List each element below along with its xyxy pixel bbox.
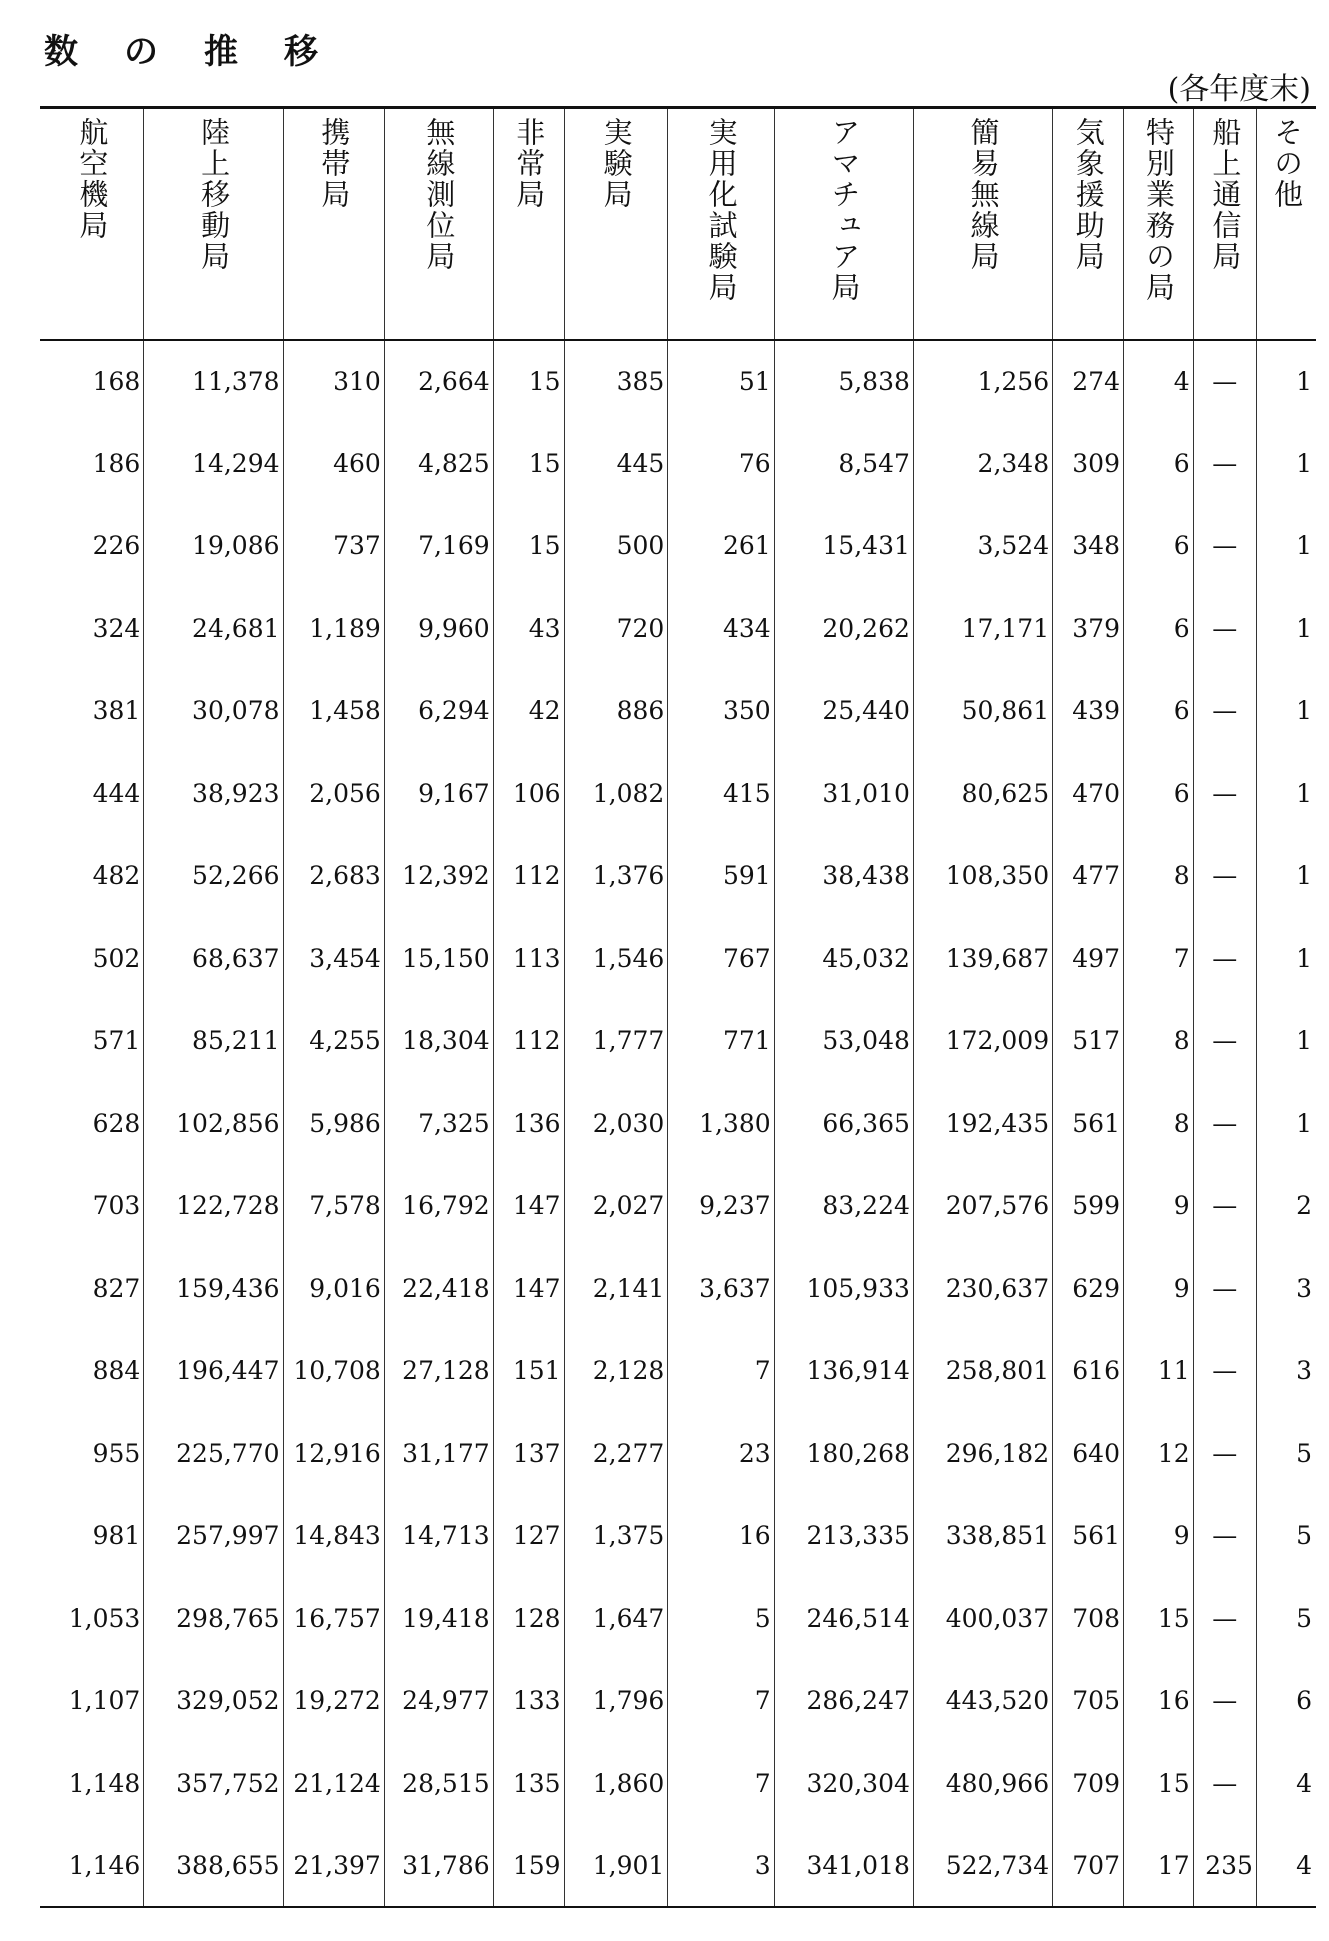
table-cell: 2,128: [564, 1330, 668, 1413]
table-cell: 1: [1296, 1026, 1312, 1056]
table-cell: 3: [1296, 1356, 1312, 1386]
table-cell: 122,728: [144, 1165, 283, 1248]
table-cell: 1: [1296, 943, 1312, 973]
table-row: [40, 917, 1316, 1000]
table-cell: 18,304: [384, 1000, 493, 1083]
table-cell: 7: [668, 1330, 774, 1413]
table-cell: —: [1193, 587, 1256, 670]
table-cell: 24,977: [384, 1660, 493, 1743]
table-cell: 2: [1296, 1191, 1312, 1221]
table-cell: 6: [1124, 587, 1194, 670]
table-row: [40, 1247, 1316, 1330]
table-cell: 45,032: [774, 917, 913, 1000]
table-cell: 31,010: [774, 752, 913, 835]
table-cell: 113: [493, 917, 564, 1000]
table-cell: 14,294: [144, 422, 283, 505]
table-cell: 1,146: [40, 1825, 144, 1908]
table-cell: 5,986: [283, 1082, 384, 1165]
column-header-6: [564, 108, 668, 340]
table-cell: 53,048: [774, 1000, 913, 1083]
table-row: [40, 505, 1316, 588]
table-cell: 703: [40, 1165, 144, 1248]
table-cell: 31,786: [384, 1825, 493, 1908]
table-cell: 19,086: [144, 505, 283, 588]
table-cell: —: [1193, 1742, 1256, 1825]
table-cell: 6: [1296, 1686, 1312, 1716]
table-cell: 1: [1296, 613, 1312, 643]
table-cell: 112: [493, 1000, 564, 1083]
table-cell: 324: [40, 587, 144, 670]
column-header-label: 実験局: [599, 117, 634, 210]
table-cell: 4,255: [283, 1000, 384, 1083]
table-cell: 12,392: [384, 835, 493, 918]
table-row: [40, 1165, 1316, 1248]
table-cell: 981: [40, 1495, 144, 1578]
table-cell: 15: [1124, 1742, 1194, 1825]
table-row: [40, 1082, 1316, 1165]
table-cell: 1,082: [564, 752, 668, 835]
column-header-13: [1256, 108, 1316, 340]
table-cell: 192,435: [913, 1082, 1052, 1165]
table-cell: 16,757: [283, 1577, 384, 1660]
column-header-12: [1193, 108, 1256, 340]
column-header-label: 船上通信局: [1208, 117, 1243, 272]
table-cell: 6: [1124, 422, 1194, 505]
table-cell: 616: [1053, 1330, 1124, 1413]
table-cell: 9,960: [384, 587, 493, 670]
table-cell: 106: [493, 752, 564, 835]
table-cell: 139,687: [913, 917, 1052, 1000]
table-row: [40, 1825, 1316, 1908]
table-cell: 9: [1124, 1495, 1194, 1578]
table-cell: 9,237: [668, 1165, 774, 1248]
table-cell: 137: [493, 1412, 564, 1495]
table-cell: 6: [1124, 752, 1194, 835]
table-cell: 15: [493, 340, 564, 423]
table-cell: —: [1193, 1165, 1256, 1248]
stations-table: [40, 106, 1316, 1908]
table-row: [40, 1000, 1316, 1083]
table-cell: 708: [1053, 1577, 1124, 1660]
table-cell: 470: [1053, 752, 1124, 835]
table-cell: 1,053: [40, 1577, 144, 1660]
table-cell: 151: [493, 1330, 564, 1413]
table-cell: 3: [1296, 1273, 1312, 1303]
table-cell: 379: [1053, 587, 1124, 670]
table-cell: 128: [493, 1577, 564, 1660]
table-row: [40, 422, 1316, 505]
table-cell: 52,266: [144, 835, 283, 918]
table-cell: 2,664: [384, 340, 493, 423]
table-cell: 80,625: [913, 752, 1052, 835]
table-cell: 12: [1124, 1412, 1194, 1495]
table-cell: 1,458: [283, 670, 384, 753]
table-cell: 76: [668, 422, 774, 505]
table-cell: 298,765: [144, 1577, 283, 1660]
table-cell: 22,418: [384, 1247, 493, 1330]
table-cell: 1,256: [913, 340, 1052, 423]
table-cell: 147: [493, 1247, 564, 1330]
table-cell: 19,418: [384, 1577, 493, 1660]
column-header-8: [774, 108, 913, 340]
table-cell: 261: [668, 505, 774, 588]
table-cell: 24,681: [144, 587, 283, 670]
table-cell: 561: [1053, 1495, 1124, 1578]
table-row: [40, 1660, 1316, 1743]
table-cell: 400,037: [913, 1577, 1052, 1660]
table-cell: 21,397: [283, 1825, 384, 1908]
table-cell: 213,335: [774, 1495, 913, 1578]
table-cell: 1,376: [564, 835, 668, 918]
table-cell: 16: [668, 1495, 774, 1578]
table-cell: 320,304: [774, 1742, 913, 1825]
table-cell: 886: [564, 670, 668, 753]
table-cell: 1: [1296, 448, 1312, 478]
table-cell: 434: [668, 587, 774, 670]
table-cell: 385: [564, 340, 668, 423]
table-cell: 439: [1053, 670, 1124, 753]
table-cell: 4,825: [384, 422, 493, 505]
table-cell: 707: [1053, 1825, 1124, 1908]
table-cell: 640: [1053, 1412, 1124, 1495]
table-cell: —: [1193, 670, 1256, 753]
table-cell: 1,860: [564, 1742, 668, 1825]
table-cell: 15: [493, 505, 564, 588]
table-cell: 133: [493, 1660, 564, 1743]
table-cell: 108,350: [913, 835, 1052, 918]
table-cell: —: [1193, 1000, 1256, 1083]
table-cell: 480,966: [913, 1742, 1052, 1825]
table-cell: 6: [1124, 505, 1194, 588]
table-cell: 7: [1124, 917, 1194, 1000]
table-body: [40, 340, 1316, 1908]
header-row: [40, 108, 1316, 340]
table-cell: 629: [1053, 1247, 1124, 1330]
table-note: (各年度末): [1167, 72, 1311, 107]
table-cell: 257,997: [144, 1495, 283, 1578]
table-cell: 1,148: [40, 1742, 144, 1825]
column-header-label: 気象援助局: [1071, 117, 1106, 272]
table-cell: 9: [1124, 1247, 1194, 1330]
table-cell: —: [1193, 340, 1256, 423]
table-cell: 767: [668, 917, 774, 1000]
table-cell: 42: [493, 670, 564, 753]
table-cell: 1: [1296, 861, 1312, 891]
table-cell: 3,637: [668, 1247, 774, 1330]
table-cell: 11: [1124, 1330, 1194, 1413]
table-cell: 225,770: [144, 1412, 283, 1495]
table-cell: 5,838: [774, 340, 913, 423]
table-cell: 16: [1124, 1660, 1194, 1743]
table-cell: 1,107: [40, 1660, 144, 1743]
table-cell: 9,016: [283, 1247, 384, 1330]
table-cell: 415: [668, 752, 774, 835]
table-cell: 6,294: [384, 670, 493, 753]
table-cell: —: [1193, 1412, 1256, 1495]
column-header-label: その他: [1270, 117, 1305, 210]
table-cell: 12,916: [283, 1412, 384, 1495]
table-row: [40, 587, 1316, 670]
table-cell: 20,262: [774, 587, 913, 670]
table-cell: 15: [1124, 1577, 1194, 1660]
table-cell: 159,436: [144, 1247, 283, 1330]
table-cell: 159: [493, 1825, 564, 1908]
column-header-4: [384, 108, 493, 340]
column-header-label: 簡易無線局: [966, 117, 1001, 272]
column-header-9: [913, 108, 1052, 340]
column-header-1: [40, 108, 144, 340]
table-cell: 296,182: [913, 1412, 1052, 1495]
table-cell: 7,578: [283, 1165, 384, 1248]
table-cell: 1: [1296, 778, 1312, 808]
table-cell: 357,752: [144, 1742, 283, 1825]
table-cell: 168: [40, 340, 144, 423]
table-row: [40, 340, 1316, 423]
table-row: [40, 1742, 1316, 1825]
table-cell: 226: [40, 505, 144, 588]
table-cell: —: [1193, 1577, 1256, 1660]
table-cell: 25,440: [774, 670, 913, 753]
table-cell: 1,901: [564, 1825, 668, 1908]
table-cell: 246,514: [774, 1577, 913, 1660]
table-cell: 105,933: [774, 1247, 913, 1330]
table-cell: 6: [1124, 670, 1194, 753]
table-cell: —: [1193, 752, 1256, 835]
table-cell: 2,027: [564, 1165, 668, 1248]
table-cell: 1,777: [564, 1000, 668, 1083]
column-header-label: 特別業務の局: [1141, 117, 1176, 303]
table-cell: 348: [1053, 505, 1124, 588]
table-cell: 207,576: [913, 1165, 1052, 1248]
table-cell: 51: [668, 340, 774, 423]
column-header-label: 実用化試験局: [704, 117, 739, 303]
table-cell: 21,124: [283, 1742, 384, 1825]
table-cell: 5: [1296, 1603, 1312, 1633]
table-cell: —: [1193, 505, 1256, 588]
table-cell: 8: [1124, 1082, 1194, 1165]
table-cell: 28,515: [384, 1742, 493, 1825]
table-cell: 2,277: [564, 1412, 668, 1495]
table-cell: 381: [40, 670, 144, 753]
table-cell: 16,792: [384, 1165, 493, 1248]
table-cell: 571: [40, 1000, 144, 1083]
table-cell: 136: [493, 1082, 564, 1165]
table-row: [40, 1495, 1316, 1578]
table-cell: —: [1193, 1082, 1256, 1165]
table-cell: 350: [668, 670, 774, 753]
table-cell: 83,224: [774, 1165, 913, 1248]
table-cell: 7,325: [384, 1082, 493, 1165]
table-cell: —: [1193, 1495, 1256, 1578]
table-cell: 1,375: [564, 1495, 668, 1578]
column-header-label: 陸上移動局: [197, 117, 232, 272]
table-cell: —: [1193, 1247, 1256, 1330]
table-cell: —: [1193, 835, 1256, 918]
table-cell: 15: [493, 422, 564, 505]
table-cell: 443,520: [913, 1660, 1052, 1743]
table-cell: 502: [40, 917, 144, 1000]
table-cell: 19,272: [283, 1660, 384, 1743]
table-cell: 591: [668, 835, 774, 918]
table-cell: 4: [1124, 340, 1194, 423]
table-cell: 628: [40, 1082, 144, 1165]
table-cell: 561: [1053, 1082, 1124, 1165]
table-row: [40, 1577, 1316, 1660]
table-cell: 720: [564, 587, 668, 670]
table-cell: 9: [1124, 1165, 1194, 1248]
table-cell: 7: [668, 1742, 774, 1825]
table-cell: —: [1193, 917, 1256, 1000]
table-cell: 3: [668, 1825, 774, 1908]
table-cell: 2,348: [913, 422, 1052, 505]
table-cell: —: [1193, 422, 1256, 505]
table-cell: 258,801: [913, 1330, 1052, 1413]
table-cell: 1,647: [564, 1577, 668, 1660]
table-cell: 7: [668, 1660, 774, 1743]
table-cell: 23: [668, 1412, 774, 1495]
table-cell: 85,211: [144, 1000, 283, 1083]
table-row: [40, 670, 1316, 753]
table-cell: 235: [1193, 1825, 1256, 1908]
table-cell: —: [1193, 1660, 1256, 1743]
table-cell: 147: [493, 1165, 564, 1248]
table-cell: 135: [493, 1742, 564, 1825]
table-cell: 14,843: [283, 1495, 384, 1578]
table-cell: 1,189: [283, 587, 384, 670]
column-header-label: 携帯局: [317, 117, 352, 210]
table-cell: 500: [564, 505, 668, 588]
table-cell: 31,177: [384, 1412, 493, 1495]
table-cell: 43: [493, 587, 564, 670]
table-cell: 827: [40, 1247, 144, 1330]
table-cell: 2,056: [283, 752, 384, 835]
table-cell: 5: [1296, 1438, 1312, 1468]
table-cell: 522,734: [913, 1825, 1052, 1908]
table-cell: 68,637: [144, 917, 283, 1000]
table-row: [40, 1330, 1316, 1413]
table-cell: 8: [1124, 1000, 1194, 1083]
table-cell: 338,851: [913, 1495, 1052, 1578]
table-cell: 1,546: [564, 917, 668, 1000]
table-cell: 310: [283, 340, 384, 423]
table-cell: 955: [40, 1412, 144, 1495]
column-header-label: 無線測位局: [422, 117, 457, 272]
table-row: [40, 1412, 1316, 1495]
table-cell: 27,128: [384, 1330, 493, 1413]
table-cell: 127: [493, 1495, 564, 1578]
table-cell: 444: [40, 752, 144, 835]
table-cell: 8,547: [774, 422, 913, 505]
table-cell: 497: [1053, 917, 1124, 1000]
table-cell: 329,052: [144, 1660, 283, 1743]
table-cell: 388,655: [144, 1825, 283, 1908]
table-cell: 1: [1296, 696, 1312, 726]
table-cell: 1: [1296, 366, 1312, 396]
table-cell: 599: [1053, 1165, 1124, 1248]
table-cell: 3,524: [913, 505, 1052, 588]
table-cell: 1,796: [564, 1660, 668, 1743]
table-cell: 50,861: [913, 670, 1052, 753]
table-cell: 884: [40, 1330, 144, 1413]
table-cell: 517: [1053, 1000, 1124, 1083]
table-cell: 15,150: [384, 917, 493, 1000]
table-cell: 17: [1124, 1825, 1194, 1908]
table-cell: 737: [283, 505, 384, 588]
table-cell: 186: [40, 422, 144, 505]
column-header-11: [1124, 108, 1194, 340]
table-cell: 10,708: [283, 1330, 384, 1413]
column-header-label: アマチュア局: [827, 117, 862, 303]
column-header-5: [493, 108, 564, 340]
table-cell: 286,247: [774, 1660, 913, 1743]
table-cell: 1: [1296, 1108, 1312, 1138]
column-header-10: [1053, 108, 1124, 340]
column-header-2: [144, 108, 283, 340]
table-cell: 4: [1256, 1825, 1316, 1908]
table-cell: 1,380: [668, 1082, 774, 1165]
table-cell: 172,009: [913, 1000, 1052, 1083]
table-cell: 274: [1053, 340, 1124, 423]
table-cell: 4: [1296, 1768, 1312, 1798]
table-cell: 7,169: [384, 505, 493, 588]
table-cell: 38,923: [144, 752, 283, 835]
table-cell: 5: [668, 1577, 774, 1660]
table-cell: 11,378: [144, 340, 283, 423]
table-cell: 66,365: [774, 1082, 913, 1165]
column-header-7: [668, 108, 774, 340]
table-cell: 38,438: [774, 835, 913, 918]
table-cell: 709: [1053, 1742, 1124, 1825]
table-cell: 341,018: [774, 1825, 913, 1908]
table-cell: 136,914: [774, 1330, 913, 1413]
table-cell: 771: [668, 1000, 774, 1083]
table-cell: 112: [493, 835, 564, 918]
table-cell: 30,078: [144, 670, 283, 753]
table-cell: 230,637: [913, 1247, 1052, 1330]
table-cell: 477: [1053, 835, 1124, 918]
table-cell: 2,683: [283, 835, 384, 918]
table-cell: 102,856: [144, 1082, 283, 1165]
table-cell: 8: [1124, 835, 1194, 918]
column-header-label: 航空機局: [75, 117, 110, 241]
table-cell: 482: [40, 835, 144, 918]
table-cell: 3,454: [283, 917, 384, 1000]
table-cell: 445: [564, 422, 668, 505]
column-header-3: [283, 108, 384, 340]
table-header: [40, 108, 1316, 340]
page-title: 数の推移: [44, 32, 364, 72]
table-cell: 1: [1296, 531, 1312, 561]
table-cell: 2,141: [564, 1247, 668, 1330]
table-cell: 5: [1296, 1521, 1312, 1551]
table-cell: 9,167: [384, 752, 493, 835]
table-cell: 460: [283, 422, 384, 505]
table-row: [40, 835, 1316, 918]
table-cell: 15,431: [774, 505, 913, 588]
table-cell: 17,171: [913, 587, 1052, 670]
table-cell: 180,268: [774, 1412, 913, 1495]
table-cell: 2,030: [564, 1082, 668, 1165]
table-cell: —: [1193, 1330, 1256, 1413]
table-cell: 309: [1053, 422, 1124, 505]
table-cell: 705: [1053, 1660, 1124, 1743]
table-row: [40, 752, 1316, 835]
table-cell: 196,447: [144, 1330, 283, 1413]
column-header-label: 非常局: [512, 117, 547, 210]
table-cell: 14,713: [384, 1495, 493, 1578]
